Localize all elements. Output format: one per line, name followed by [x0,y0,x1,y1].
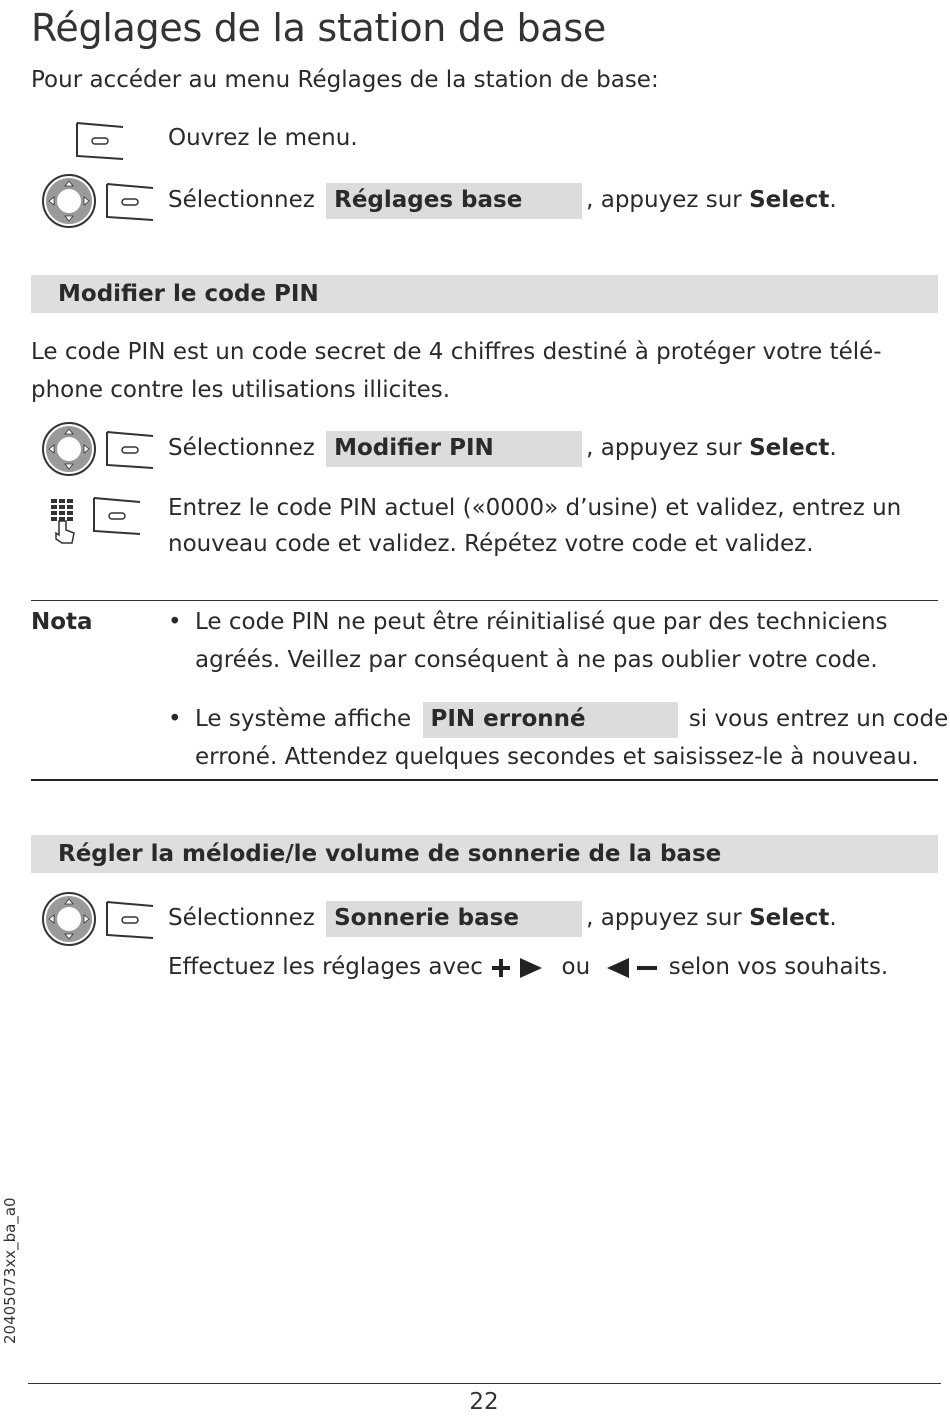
nota-label: Nota [31,609,93,635]
plus-right-arrow-icon [490,956,546,980]
step-select-reglages [168,181,837,219]
softkey-icon [104,182,156,222]
nota-bullet-1 [168,603,943,681]
adjust-prefix: Effectuez les réglages avec [168,954,483,980]
softkey-icon [91,496,143,536]
step-enter-pin: Entrez le code PIN actuel («0000» d’usine) et validez, entrez un nouveau code et validez. Répétez votre code et validez. [168,495,902,557]
nav-wheel-icon [41,421,97,477]
bullet-dot: • [168,706,182,732]
section-header-ring: Régler la mélodie/le volume de sonnerie de la base [31,835,938,873]
display-modifier-pin: Modifier PIN [326,431,582,467]
bullet-suffix: si vous entrez un code [688,706,949,732]
step-adjust [168,948,888,986]
step-prefix: Sélectionnez [168,187,315,213]
step-open-menu: Ouvrez le menu. [168,125,358,151]
page-title: Réglages de la station de base [31,6,606,50]
nota-top-rule [31,600,938,601]
keypad-icon [48,497,82,545]
select-keyword: Select [749,905,830,931]
adjust-middle: ou [561,954,591,980]
softkey-icon [104,900,156,940]
step-prefix: Sélectionnez [168,905,315,931]
step-prefix: Sélectionnez [168,435,315,461]
step-select-modifier-pin [168,429,837,467]
bullet-text [195,700,949,776]
left-arrow-minus-icon [605,956,661,980]
page-number: 22 [469,1389,499,1415]
intro-text: Pour accéder au menu Réglages de la station de base: [31,67,659,93]
select-keyword: Select [749,187,830,213]
period: . [829,905,837,931]
bullet-prefix: Le système affiche [195,706,412,732]
softkey-icon [74,121,126,161]
step-suffix: , appuyez sur [586,435,742,461]
pin-paragraph: Le code PIN est un code secret de 4 chiffres destiné à protéger votre télé-phone contre les utilisations illicites. [31,339,882,403]
step-select-sonnerie [168,899,837,937]
section-header-pin: Modifier le code PIN [31,275,938,313]
period: . [829,187,837,213]
period: . [829,435,837,461]
document-code: 20405073xx_ba_a0 [1,1197,19,1344]
nav-wheel-icon [41,891,97,947]
bullet-dot: • [168,609,182,635]
nota-bullet-2 [168,700,949,778]
bullet-text: Le code PIN ne peut être réinitialisé que par des techniciens agréés. Veillez par conséquent à ne pas oublier votre code. [195,609,888,673]
bullet-line2: erroné. Attendez quelques secondes et saisissez-le à nouveau. [195,744,919,770]
display-pin-errone: PIN erronné [423,702,678,738]
step-suffix: , appuyez sur [586,187,742,213]
display-reglages-base: Réglages base [326,183,582,219]
step-suffix: , appuyez sur [586,905,742,931]
display-sonnerie-base: Sonnerie base [326,901,582,937]
adjust-suffix: selon vos souhaits. [668,954,889,980]
footer-rule [28,1383,941,1384]
softkey-icon [104,430,156,470]
nav-wheel-icon [41,173,97,229]
select-keyword: Select [749,435,830,461]
nota-bottom-rule [31,779,938,781]
